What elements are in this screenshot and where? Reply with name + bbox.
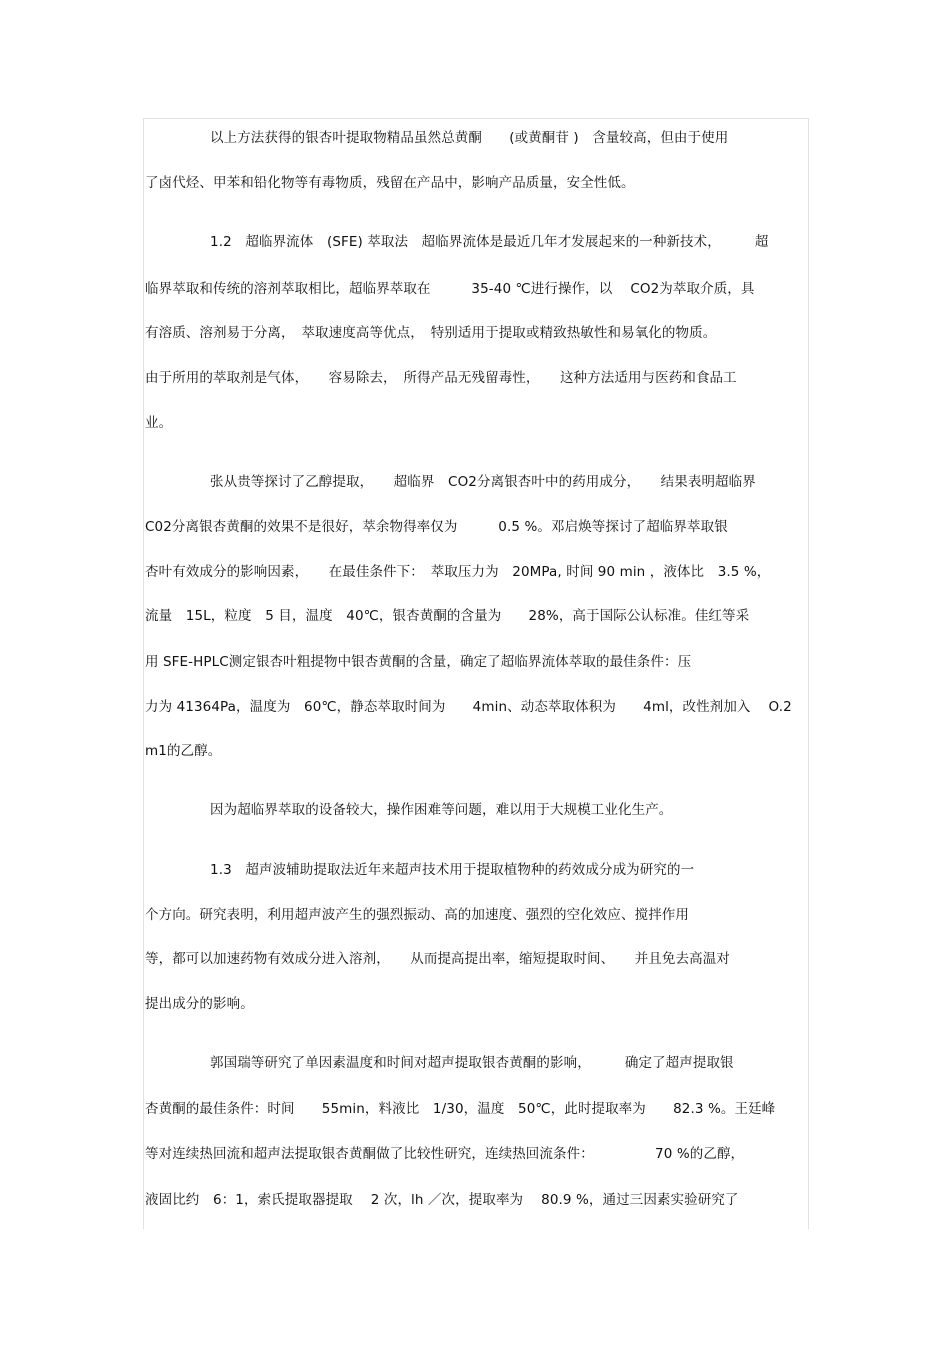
text-line: 用 SFE-HPLC测定银杏叶粗提物中银杏黄酮的含量，确定了超临界流体萃取的最佳条件：压 xyxy=(145,654,692,670)
text-line: 1.3 超声波辅助提取法近年来超声技术用于提取植物种的药效成分成为研究的一 xyxy=(210,862,695,878)
text-line: 业。 xyxy=(145,415,173,431)
text-line: m1的乙醇。 xyxy=(145,743,222,759)
text-line: 以上方法获得的银杏叶提取物精品虽然总黄酮 (或黄酮苷 ) 含量较高，但由于使用 xyxy=(210,130,729,146)
text-line: 等对连续热回流和超声法提取银杏黄酮做了比较性研究，连续热回流条件： 70 %的乙醇， xyxy=(145,1146,745,1162)
text-line: 液固比约 6：1，索氏提取器提取 2 次，lh ／次，提取率为 80.9 %，通过三因素实验研究了 xyxy=(145,1192,739,1208)
text-line: 力为 41364Pa，温度为 60℃，静态萃取时间为 4min、动态萃取体积为 4ml，改性剂加入 O.2 xyxy=(145,699,792,715)
text-line: C02分离银杏黄酮的效果不是很好，萃余物得率仅为 0.5 %。邓启焕等探讨了超临界萃取银 xyxy=(145,519,728,535)
text-line: 等，都可以加速药物有效成分进入溶剂， 从而提高提出率，缩短提取时间、 并且免去高温对 xyxy=(145,951,730,967)
text-line: 了卤代烃、甲苯和铅化物等有毒物质，残留在产品中，影响产品质量，安全性低。 xyxy=(145,175,635,191)
text-line: 杏叶有效成分的影响因素， 在最佳条件下： 萃取压力为 20MPa, 时间 90 min ，液体比 3.5 %， xyxy=(145,564,771,580)
text-line: 郭国瑞等研究了单因素温度和时间对超声提取银杏黄酮的影响， 确定了超声提取银 xyxy=(210,1055,734,1071)
text-line: 有溶质、溶剂易于分离， 萃取速度高等优点， 特别适用于提取或精致热敏性和易氧化的物质。 xyxy=(145,325,717,341)
text-line: 临界萃取和传统的溶剂萃取相比，超临界萃取在 35-40 ℃进行操作，以 CO2为萃取介质，具 xyxy=(145,281,755,297)
text-line: 1.2 超临界流体 (SFE) 萃取法 超临界流体是最近几年才发展起来的一种新技术， 超 xyxy=(210,234,769,250)
text-line: 张从贵等探讨了乙醇提取， 超临界 CO2分离银杏叶中的药用成分， 结果表明超临界 xyxy=(210,474,756,490)
text-line: 提出成分的影响。 xyxy=(145,996,254,1012)
text-line: 由于所用的萃取剂是气体， 容易除去， 所得产品无残留毒性， 这种方法适用与医药和食品工 xyxy=(145,370,737,386)
text-line: 因为超临界萃取的设备较大，操作困难等问题，难以用于大规模工业化生产。 xyxy=(210,802,673,818)
text-line: 流量 15L，粒度 5 目，温度 40℃，银杏黄酮的含量为 28%，高于国际公认标准。佳红等采 xyxy=(145,608,750,624)
text-line: 个方向。研究表明，利用超声波产生的强烈振动、高的加速度、强烈的空化效应、搅拌作用 xyxy=(145,907,689,923)
text-line: 杏黄酮的最佳条件：时间 55min，料液比 1/30，温度 50℃，此时提取率为 82.3 %。王廷峰 xyxy=(145,1101,776,1117)
